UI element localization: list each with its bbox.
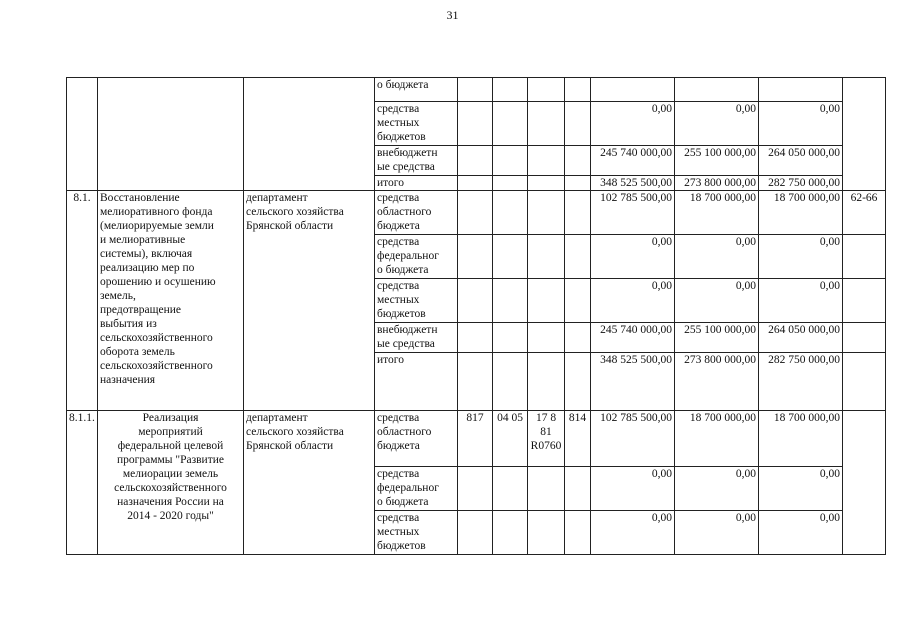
cell-source: средства местных бюджетов	[375, 279, 458, 323]
cell-source: средства местных бюджетов	[375, 511, 458, 555]
cell-amount: 0,00	[675, 467, 759, 511]
code-vr: 814	[565, 411, 591, 467]
cell-executor	[244, 78, 375, 191]
cell-source: средства областного бюджета	[375, 411, 458, 467]
cell-name	[98, 78, 244, 191]
cell-indicator	[843, 411, 886, 555]
cell-amount	[591, 78, 675, 102]
cell-amount: 264 050 000,00	[759, 146, 843, 176]
cell-amount: 0,00	[675, 279, 759, 323]
section-number: 8.1.1.	[67, 411, 98, 555]
indicator-ref: 62-66	[843, 191, 886, 235]
cell-source: итого	[375, 353, 458, 411]
cell-amount: 0,00	[759, 102, 843, 146]
code-csr: 17 8 81 R0760	[528, 411, 565, 467]
cell-source: о бюджета	[375, 78, 458, 102]
cell-source: средства федеральног о бюджета	[375, 467, 458, 511]
cell-amount: 102 785 500,00	[591, 411, 675, 467]
cell-amount: 282 750 000,00	[759, 176, 843, 191]
cell-amount: 0,00	[759, 511, 843, 555]
cell-amount: 273 800 000,00	[675, 353, 759, 411]
cell-amount: 102 785 500,00	[591, 191, 675, 235]
cell-amount	[759, 78, 843, 102]
cell-amount: 255 100 000,00	[675, 146, 759, 176]
cell-amount: 18 700 000,00	[759, 411, 843, 467]
cell-amount: 0,00	[591, 102, 675, 146]
cell-amount: 0,00	[675, 235, 759, 279]
section-executor: департамент сельского хозяйства Брянской области	[244, 411, 375, 555]
section-executor: департамент сельского хозяйства Брянской области	[244, 191, 375, 411]
section-number: 8.1.	[67, 191, 98, 411]
funding-table	[66, 77, 886, 555]
cell-source: средства местных бюджетов	[375, 102, 458, 146]
cell-amount: 0,00	[591, 511, 675, 555]
cell-amount: 245 740 000,00	[591, 146, 675, 176]
cell-amount: 282 750 000,00	[759, 353, 843, 411]
cell-amount: 18 700 000,00	[675, 411, 759, 467]
cell-amount: 273 800 000,00	[675, 176, 759, 191]
table-row	[67, 78, 886, 102]
cell-amount	[675, 78, 759, 102]
cell-source: средства областного бюджета	[375, 191, 458, 235]
cell-source: внебюджетн ые средства	[375, 146, 458, 176]
cell-amount: 18 700 000,00	[675, 191, 759, 235]
cell-amount: 18 700 000,00	[759, 191, 843, 235]
cell-source: средства федеральног о бюджета	[375, 235, 458, 279]
cell-amount: 0,00	[759, 279, 843, 323]
table-row	[67, 191, 886, 235]
cell-amount: 0,00	[591, 235, 675, 279]
cell-amount: 0,00	[675, 511, 759, 555]
cell-indicator	[843, 78, 886, 191]
cell-amount: 348 525 500,00	[591, 353, 675, 411]
cell-amount: 245 740 000,00	[591, 323, 675, 353]
code-grbs: 817	[458, 411, 493, 467]
cell-amount: 0,00	[591, 467, 675, 511]
cell-amount: 348 525 500,00	[591, 176, 675, 191]
cell-number	[67, 78, 98, 191]
page-number: 31	[446, 8, 459, 22]
cell-source: итого	[375, 176, 458, 191]
cell-amount: 0,00	[759, 467, 843, 511]
cell-source: внебюджетн ые средства	[375, 323, 458, 353]
code-rz-pr: 04 05	[493, 411, 528, 467]
section-name: Реализация мероприятий федеральной целевой программы "Развитие мелиорации земель сельскохозяйственного назначения России на 2014 - 2020 годы"	[98, 411, 244, 555]
cell-amount: 264 050 000,00	[759, 323, 843, 353]
section-name: Восстановление мелиоративного фонда (мелиорируемые земли и мелиоративные системы), включая реализацию мер по орошению и осушению земель, предотвращение выбытия из сельскохозяйственного оборота земель сельскохозяйственного назначения	[98, 191, 244, 411]
table-row	[67, 411, 886, 467]
cell-amount: 0,00	[675, 102, 759, 146]
cell-amount: 0,00	[759, 235, 843, 279]
cell-amount: 0,00	[591, 279, 675, 323]
cell-amount: 255 100 000,00	[675, 323, 759, 353]
